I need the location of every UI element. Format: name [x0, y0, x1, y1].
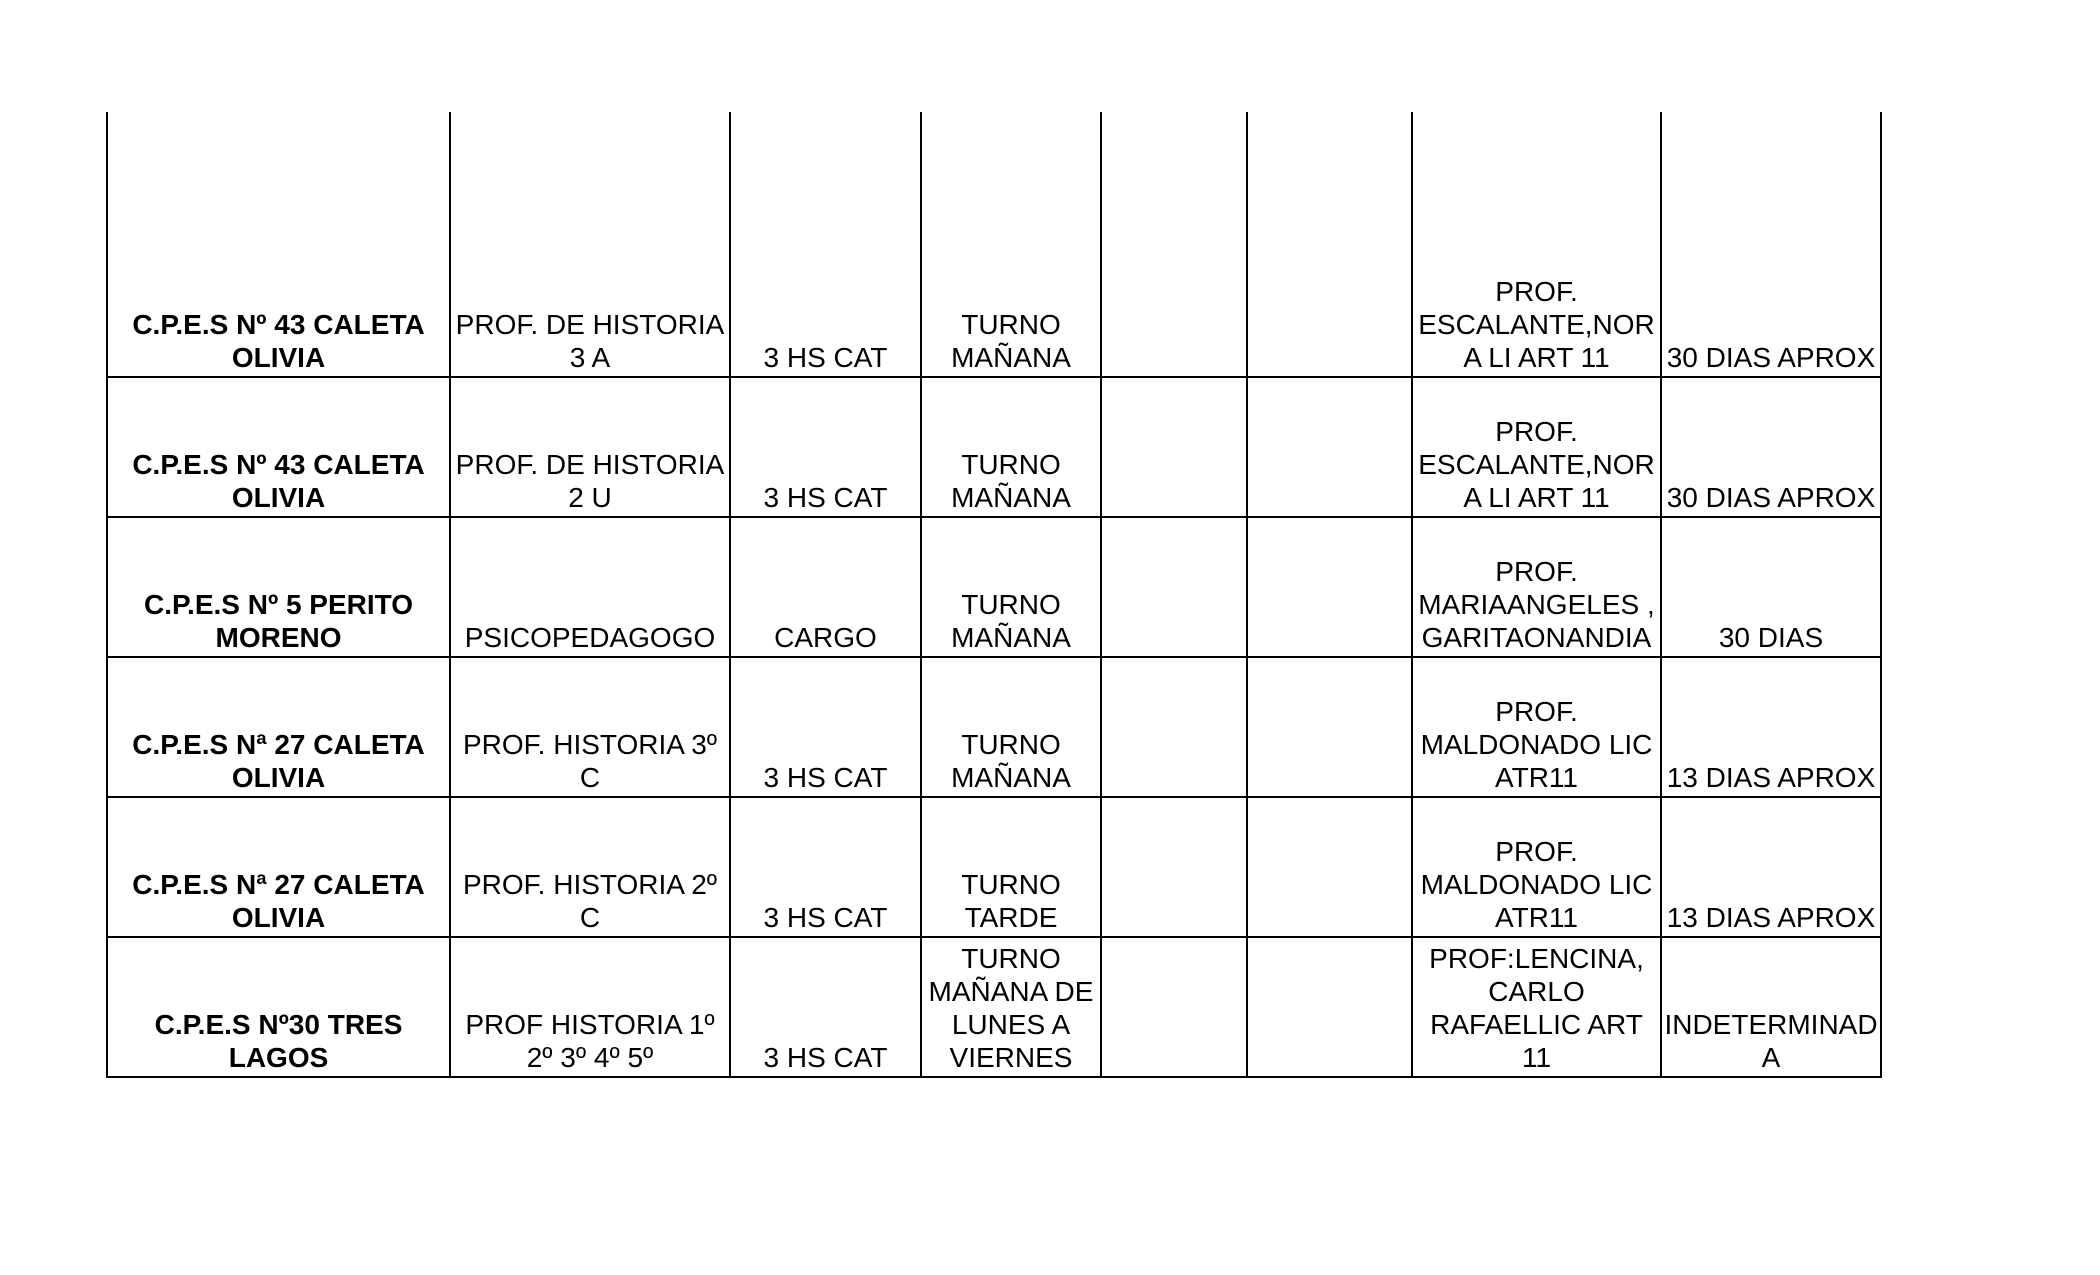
shift-cell: TURNO TARDE	[921, 797, 1101, 937]
school-cell: C.P.E.S Nº 43 CALETA OLIVIA	[107, 377, 450, 517]
replaces-cell: PROF. MARIAANGELES , GARITAONANDIA	[1412, 517, 1661, 657]
table-row	[107, 937, 1881, 1077]
hours-cell: 3 HS CAT	[730, 797, 921, 937]
vacancy-table	[106, 112, 1882, 1078]
table-row	[107, 797, 1881, 937]
replaces-cell: PROF:LENCINA, CARLO RAFAELLIC ART 11	[1412, 937, 1661, 1077]
hours-cell: 3 HS CAT	[730, 937, 921, 1077]
position-cell: PROF. DE HISTORIA 3 A	[450, 112, 730, 377]
shift-cell: TURNO MAÑANA	[921, 112, 1101, 377]
table-row	[107, 377, 1881, 517]
table-row	[107, 517, 1881, 657]
school-cell: C.P.E.S Nº30 TRES LAGOS	[107, 937, 450, 1077]
duration-cell: 13 DIAS APROX	[1661, 797, 1881, 937]
position-cell: PROF HISTORIA 1º 2º 3º 4º 5º	[450, 937, 730, 1077]
position-cell: PSICOPEDAGOGO	[450, 517, 730, 657]
shift-cell: TURNO MAÑANA	[921, 377, 1101, 517]
shift-cell: TURNO MAÑANA	[921, 657, 1101, 797]
empty-cell	[1247, 937, 1412, 1077]
empty-cell	[1247, 797, 1412, 937]
replaces-cell: PROF. ESCALANTE,NOR A LI ART 11	[1412, 377, 1661, 517]
replaces-cell: PROF. MALDONADO LIC ATR11	[1412, 797, 1661, 937]
empty-cell	[1247, 377, 1412, 517]
empty-cell	[1101, 112, 1247, 377]
empty-cell	[1101, 377, 1247, 517]
hours-cell: 3 HS CAT	[730, 112, 921, 377]
table-row	[107, 657, 1881, 797]
duration-cell: 30 DIAS	[1661, 517, 1881, 657]
duration-cell: 30 DIAS APROX	[1661, 377, 1881, 517]
empty-cell	[1101, 797, 1247, 937]
hours-cell: 3 HS CAT	[730, 377, 921, 517]
school-cell: C.P.E.S Nª 27 CALETA OLIVIA	[107, 657, 450, 797]
empty-cell	[1247, 657, 1412, 797]
position-cell: PROF. DE HISTORIA 2 U	[450, 377, 730, 517]
position-cell: PROF. HISTORIA 2º C	[450, 797, 730, 937]
hours-cell: 3 HS CAT	[730, 657, 921, 797]
school-cell: C.P.E.S Nª 27 CALETA OLIVIA	[107, 797, 450, 937]
position-cell: PROF. HISTORIA 3º C	[450, 657, 730, 797]
empty-cell	[1247, 517, 1412, 657]
empty-cell	[1101, 937, 1247, 1077]
empty-cell	[1101, 657, 1247, 797]
replaces-cell: PROF. ESCALANTE,NOR A LI ART 11	[1412, 112, 1661, 377]
duration-cell: INDETERMINAD A	[1661, 937, 1881, 1077]
replaces-cell: PROF. MALDONADO LIC ATR11	[1412, 657, 1661, 797]
shift-cell: TURNO MAÑANA	[921, 517, 1101, 657]
duration-cell: 30 DIAS APROX	[1661, 112, 1881, 377]
school-cell: C.P.E.S Nº 43 CALETA OLIVIA	[107, 112, 450, 377]
school-cell: C.P.E.S Nº 5 PERITO MORENO	[107, 517, 450, 657]
empty-cell	[1247, 112, 1412, 377]
shift-cell: TURNO MAÑANA DE LUNES A VIERNES	[921, 937, 1101, 1077]
duration-cell: 13 DIAS APROX	[1661, 657, 1881, 797]
hours-cell: CARGO	[730, 517, 921, 657]
table-row	[107, 112, 1881, 377]
empty-cell	[1101, 517, 1247, 657]
